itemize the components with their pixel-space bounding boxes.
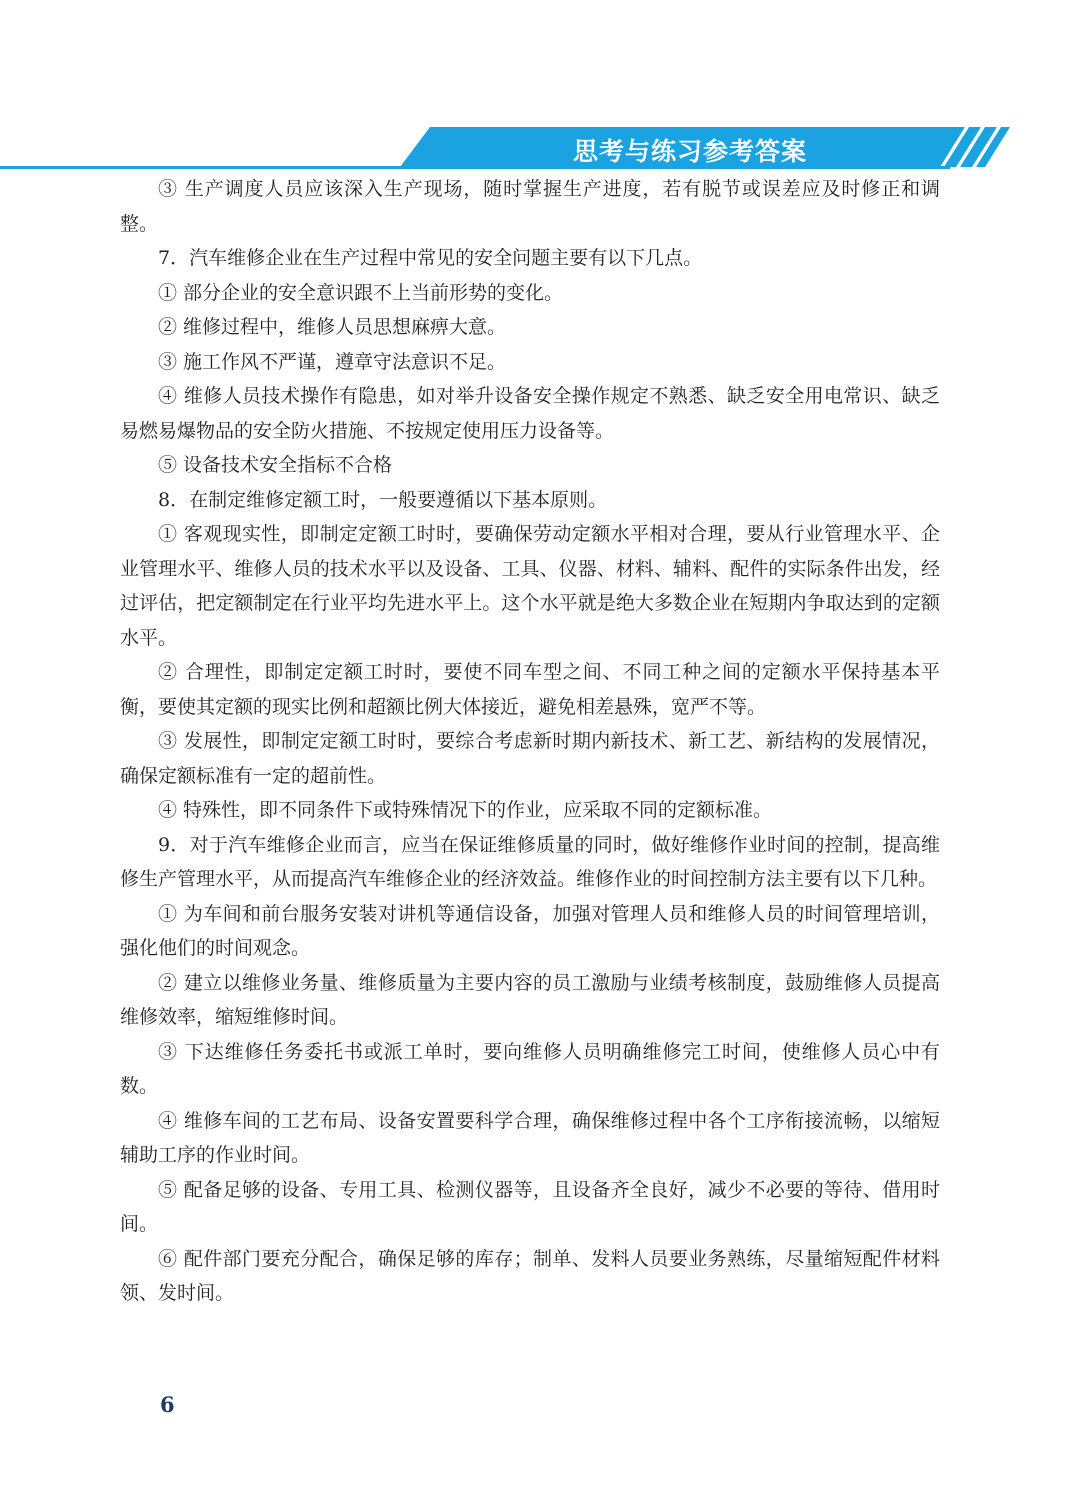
paragraph: ④ 特殊性，即不同条件下或特殊情况下的作业，应采取不同的定额标准。 bbox=[158, 799, 773, 821]
paragraph: ② 建立以维修业务量、维修质量为主要内容的员工激励与业绩考核制度，鼓励维修人员提高维修效率，缩短维修时间。 bbox=[120, 971, 940, 1028]
paragraph: 7．汽车维修企业在生产过程中常见的安全问题主要有以下几点。 bbox=[158, 247, 703, 269]
paragraph: ③ 生产调度人员应该深入生产现场，随时掌握生产进度，若有脱节或误差应及时修正和调整。 bbox=[120, 178, 940, 235]
paragraph: ③ 施工作风不严谨，遵章守法意识不足。 bbox=[158, 350, 507, 373]
paragraph: ② 维修过程中，维修人员思想麻痹大意。 bbox=[158, 316, 507, 338]
paragraph: ⑤ 配备足够的设备、专用工具、检测仪器等，且设备齐全良好，减少不必要的等待、借用时间。 bbox=[120, 1178, 940, 1235]
paragraph: ① 客观现实性，即制定定额工时时，要确保劳动定额水平相对合理，要从行业管理水平、企业管理水平、维修人员的技术水平以及设备、工具、仪器、材料、辅料、配件的实际条件出发，经过评估，把定额制定在行业平均先进水平上。这个水平就是绝大多数企业在短期内争取达到的定额水平。 bbox=[120, 523, 940, 649]
header-title: 思考与练习参考答案 bbox=[572, 137, 807, 166]
paragraph: ① 为车间和前台服务安装对讲机等通信设备，加强对管理人员和维修人员的时间管理培训，强化他们的时间观念。 bbox=[120, 902, 940, 959]
page-number: 6 bbox=[160, 1392, 175, 1417]
paragraph: ① 部分企业的安全意识跟不上当前形势的变化。 bbox=[158, 281, 564, 304]
body-text bbox=[120, 172, 940, 1311]
paragraph: 9．对于汽车维修企业而言，应当在保证维修质量的同时，做好维修作业时间的控制，提高维修生产管理水平，从而提高汽车维修企业的经济效益。维修作业的时间控制方法主要有以下几种。 bbox=[120, 833, 940, 890]
paragraph: ③ 发展性，即制定定额工时时，要综合考虑新时期内新技术、新工艺、新结构的发展情况，确保定额标准有一定的超前性。 bbox=[120, 730, 940, 787]
paragraph: ⑤ 设备技术安全指标不合格 bbox=[158, 454, 393, 476]
running-header bbox=[0, 0, 1084, 180]
paragraph: ③ 下达维修任务委托书或派工单时，要向维修人员明确维修完工时间，使维修人员心中有数。 bbox=[120, 1040, 940, 1097]
paragraph: ④ 维修人员技术操作有隐患，如对举升设备安全操作规定不熟悉、缺乏安全用电常识、缺乏易燃易爆物品的安全防火措施、不按规定使用压力设备等。 bbox=[120, 385, 940, 442]
paragraph: 8．在制定维修定额工时，一般要遵循以下基本原则。 bbox=[158, 488, 608, 511]
paragraph: ④ 维修车间的工艺布局、设备安置要科学合理，确保维修过程中各个工序衔接流畅，以缩短辅助工序的作业时间。 bbox=[120, 1109, 940, 1166]
paragraph: ② 合理性，即制定定额工时时，要使不同车型之间、不同工种之间的定额水平保持基本平衡，要使其定额的现实比例和超额比例大体接近，避免相差悬殊，宽严不等。 bbox=[120, 661, 940, 718]
paragraph: ⑥ 配件部门要充分配合，确保足够的库存；制单、发料人员要业务熟练，尽量缩短配件材料领、发时间。 bbox=[120, 1247, 940, 1304]
